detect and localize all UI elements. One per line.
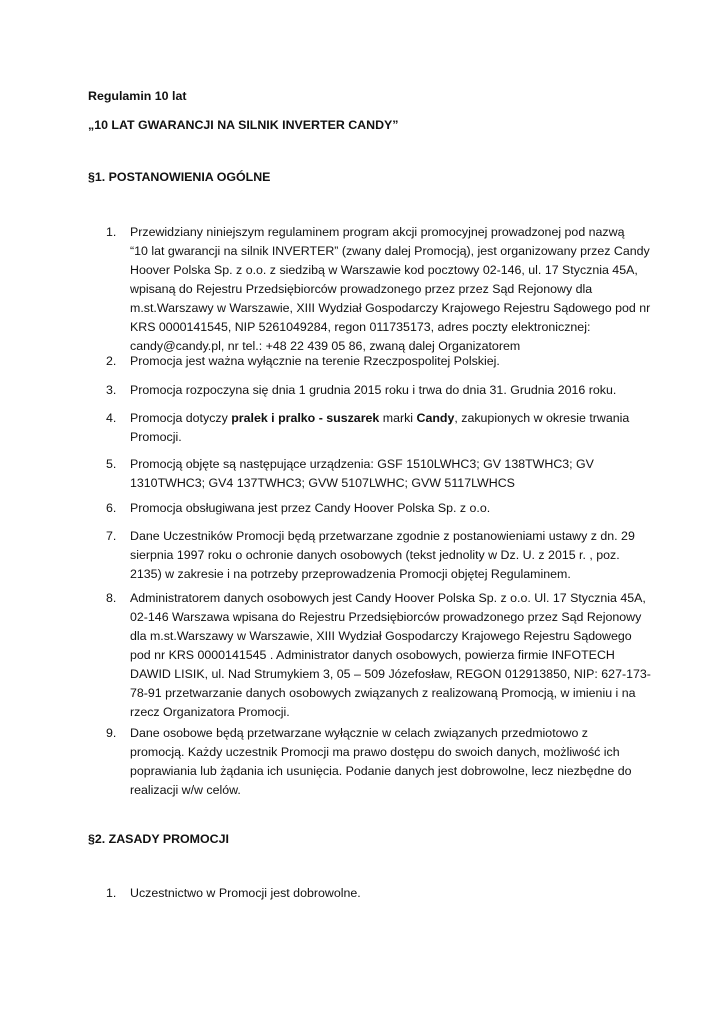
text-line: Administratorem danych osobowych jest Candy Hoover Polska Sp. z o.o. Ul. 17 Stycznia 45A, xyxy=(130,591,646,605)
section-2-heading: §2. ZASADY PROMOCJI xyxy=(88,832,229,846)
text-line: Promocji. xyxy=(130,430,182,444)
list-item-number: 9. xyxy=(106,726,117,740)
list-item-number: 4. xyxy=(106,411,117,425)
text-line: “10 lat gwarancji na silnik INVERTER” (zwany dalej Promocją), jest organizowany przez Candy xyxy=(130,244,650,258)
list-item-number: 1. xyxy=(106,225,117,239)
text-line: 1310TWHC3; GV4 137TWHC3; GVW 5107LWHC; GVW 5117LWHCS xyxy=(130,476,515,490)
list-item-text xyxy=(130,455,650,493)
text-line: Hoover Polska Sp. z o.o. z siedzibą w Warszawie kod pocztowy 02-146, ul. 17 Stycznia 45A, xyxy=(130,263,638,277)
text-line: Dane osobowe będą przetwarzane wyłącznie w celach związanych przedmiotowo z xyxy=(130,726,588,740)
text-line: dla m.st.Warszawy w Warszawie, XIII Wydział Gospodarczy Krajowego Rejestru Sądowego xyxy=(130,629,632,643)
list-item-number: 2. xyxy=(106,354,117,368)
text-line: Promocją objęte są następujące urządzenia: GSF 1510LWHC3; GV 138TWHC3; GV xyxy=(130,457,594,471)
text-line: Promocja rozpoczyna się dnia 1 grudnia 2015 roku i trwa do dnia 31. Grudnia 2016 roku. xyxy=(130,383,617,397)
text-line: DAWID LISIK, ul. Nad Strumykiem 3, 05 – 509 Józefosław, REGON 012913850, NIP: 627-173- xyxy=(130,667,651,681)
text-line: realizacji w/w celów. xyxy=(130,783,241,797)
list-item-text xyxy=(130,884,650,903)
text-run: marki xyxy=(379,411,417,425)
list-item-text xyxy=(130,409,650,447)
text-line: m.st.Warszawy w Warszawie, XIII Wydział Gospodarczy Krajowego Rejestru Sądowego pod nr xyxy=(130,301,651,315)
text-line: promocją. Każdy uczestnik Promocji ma prawo dostępu do swoich danych, możliwość ich xyxy=(130,745,620,759)
list-item-number: 7. xyxy=(106,529,117,543)
list-item-number: 5. xyxy=(106,457,117,471)
list-item-text xyxy=(130,352,650,371)
text-line: candy@candy.pl, nr tel.: +48 22 439 05 86, zwaną dalej Organizatorem xyxy=(130,339,521,353)
list-item-number: 8. xyxy=(106,591,117,605)
text-line: sierpnia 1997 roku o ochronie danych osobowych (tekst jednolity w Dz. U. z 2015 r. , poz. xyxy=(130,548,620,562)
text-line: 02-146 Warszawa wpisana do Rejestru Przedsiębiorców prowadzonego przez Sąd Rejonowy xyxy=(130,610,642,624)
document-title: Regulamin 10 lat xyxy=(88,89,187,103)
list-item-text xyxy=(130,527,650,584)
list-item-text xyxy=(130,223,650,356)
bold-product-type: pralek i pralko - suszarek xyxy=(231,411,380,425)
text-line: Dane Uczestników Promocji będą przetwarzane zgodnie z postanowieniami ustawy z dn. 29 xyxy=(130,529,635,543)
text-line: Promocja jest ważna wyłącznie na terenie Rzeczpospolitej Polskiej. xyxy=(130,354,500,368)
list-item-text xyxy=(130,724,650,800)
text-line: Przewidziany niniejszym regulaminem program akcji promocyjnej prowadzonej pod nazwą xyxy=(130,225,625,239)
list-item-number: 6. xyxy=(106,501,117,515)
text-line: 78-91 przetwarzanie danych osobowych związanych z realizowaną Promocją, w imieniu i na xyxy=(130,686,636,700)
text-line xyxy=(130,409,650,428)
bold-brand: Candy xyxy=(416,411,455,425)
text-run: , zakupionych w okresie trwania xyxy=(454,411,630,425)
section-1-heading: §1. POSTANOWIENIA OGÓLNE xyxy=(88,170,271,184)
text-line: 2135) w zakresie i na potrzeby przeprowadzenia Promocji objętej Regulaminem. xyxy=(130,567,571,581)
text-run: Promocja dotyczy xyxy=(130,411,232,425)
document-subtitle: „10 LAT GWARANCJI NA SILNIK INVERTER CANDY” xyxy=(88,118,399,132)
text-line: pod nr KRS 0000141545 . Administrator danych osobowych, powierza firmie INFOTECH xyxy=(130,648,615,662)
text-line: wpisaną do Rejestru Przedsiębiorców prowadzonego przez przez Sąd Rejonowy dla xyxy=(130,282,593,296)
list-item-text xyxy=(130,589,650,722)
list-item-number: 1. xyxy=(106,886,117,900)
list-item-text xyxy=(130,381,650,400)
text-line: poprawiania lub żądania ich usunięcia. Podanie danych jest dobrowolne, lecz niezbędne do xyxy=(130,764,632,778)
list-item-number: 3. xyxy=(106,383,117,397)
text-line: rzecz Organizatora Promocji. xyxy=(130,705,290,719)
text-line: KRS 0000141545, NIP 5261049284, regon 011735173, adres poczty elektronicznej: xyxy=(130,320,591,334)
text-line: Promocja obsługiwana jest przez Candy Hoover Polska Sp. z o.o. xyxy=(130,501,491,515)
text-line: Uczestnictwo w Promocji jest dobrowolne. xyxy=(130,886,361,900)
list-item-text xyxy=(130,499,650,518)
